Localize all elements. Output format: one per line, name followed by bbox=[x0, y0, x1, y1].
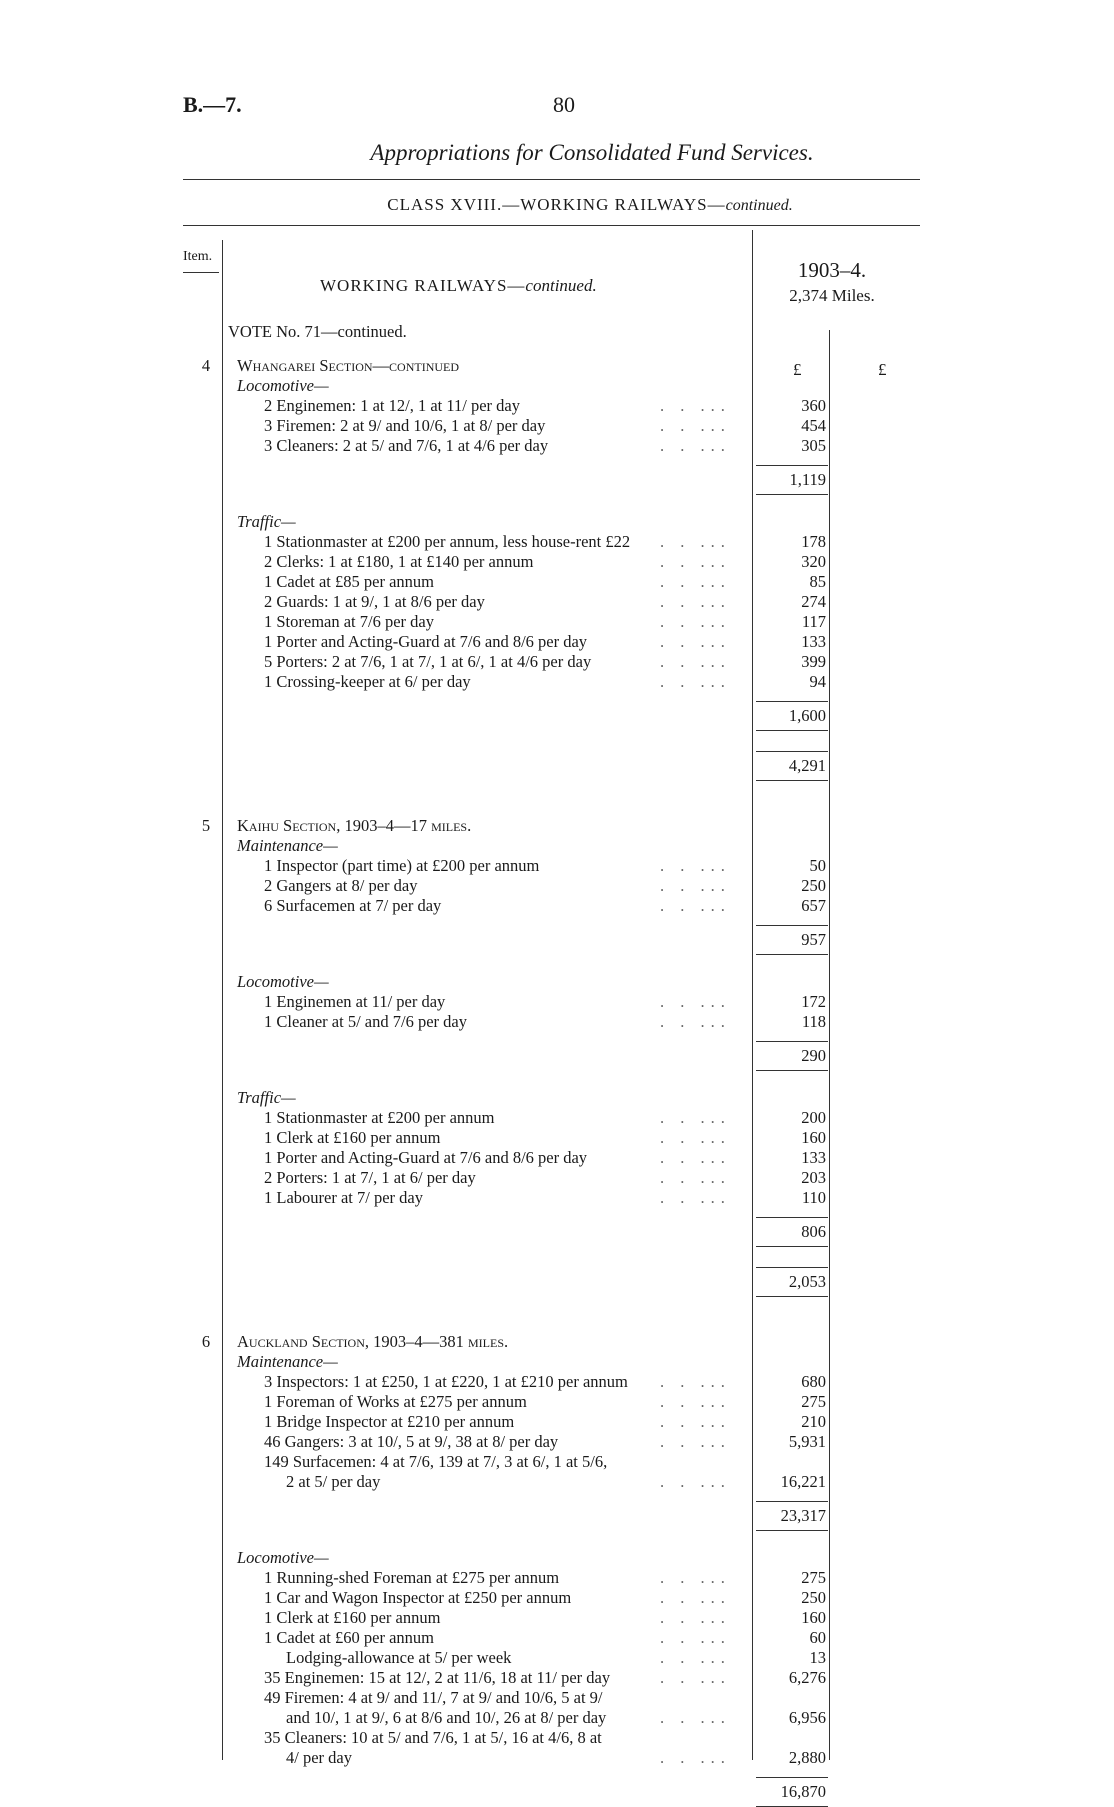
table-row bbox=[0, 896, 1114, 916]
table-row bbox=[0, 1708, 1114, 1728]
subheading: Maintenance— bbox=[237, 836, 338, 855]
row-description: VOTE No. 71—continued. bbox=[228, 322, 407, 341]
table-row bbox=[0, 1568, 1114, 1588]
amount-cell: 399 bbox=[801, 652, 826, 671]
amount-cell: 118 bbox=[801, 1012, 826, 1031]
leader-dots: . . ... bbox=[660, 1708, 731, 1727]
row-description: 1 Crossing-keeper at 6/ per day bbox=[264, 672, 471, 691]
leader-dots: . . ... bbox=[660, 1168, 731, 1187]
leader-dots: . . ... bbox=[660, 592, 731, 611]
table-row bbox=[0, 1452, 1114, 1472]
leader-dots: . . ... bbox=[660, 1392, 731, 1411]
table-row bbox=[0, 1188, 1114, 1208]
title-rule bbox=[183, 179, 920, 180]
row-description: Lodging-allowance at 5/ per week bbox=[286, 1648, 512, 1667]
row-description: 1 Stationmaster at £200 per annum, less house-rent £22 bbox=[264, 532, 631, 551]
leader-dots: . . ... bbox=[660, 856, 731, 875]
item-number: 6 bbox=[201, 1332, 211, 1351]
page-number: 80 bbox=[553, 92, 575, 117]
amount-cell: 290 bbox=[801, 1046, 826, 1065]
leader-dots: . . ... bbox=[660, 436, 731, 455]
table-row bbox=[0, 532, 1114, 552]
amount-cell: 305 bbox=[801, 436, 826, 455]
section-row bbox=[0, 816, 1114, 836]
table-row bbox=[0, 1608, 1114, 1628]
leader-dots: . . ... bbox=[660, 1412, 731, 1431]
row-description: and 10/, 1 at 9/, 6 at 8/6 and 10/, 26 at 8/ per day bbox=[286, 1708, 607, 1727]
leader-dots: . . ... bbox=[660, 672, 731, 691]
row-description: 1 Porter and Acting-Guard at 7/6 and 8/6 per day bbox=[264, 632, 588, 651]
table-row bbox=[0, 1668, 1114, 1688]
amount-cell: 250 bbox=[801, 876, 826, 895]
amount-cell: 117 bbox=[801, 612, 826, 631]
row-description: 2 Porters: 1 at 7/, 1 at 6/ per day bbox=[264, 1168, 476, 1187]
leader-dots: . . ... bbox=[660, 1568, 731, 1587]
row-description: 1 Inspector (part time) at £200 per annum bbox=[264, 856, 540, 875]
row-description: 1 Stationmaster at £200 per annum bbox=[264, 1108, 495, 1127]
amount-cell: 160 bbox=[801, 1608, 826, 1627]
row-description: 1 Cadet at £85 per annum bbox=[264, 572, 434, 591]
amount-cell: 6,276 bbox=[788, 1668, 826, 1687]
leader-dots: . . ... bbox=[660, 1648, 731, 1667]
table-row bbox=[0, 322, 1114, 342]
class-heading: CLASS XVIII.—WORKING RAILWAYS—continued. bbox=[387, 195, 793, 214]
amount-cell: 50 bbox=[809, 856, 826, 875]
table-row bbox=[0, 1372, 1114, 1392]
row-description: 1 Clerk at £160 per annum bbox=[264, 1608, 441, 1627]
leader-dots: . . ... bbox=[660, 1012, 731, 1031]
table-row bbox=[0, 1648, 1114, 1668]
table-row bbox=[0, 1412, 1114, 1432]
item-column-header: Item. bbox=[183, 249, 213, 264]
leader-dots: . . ... bbox=[660, 1628, 731, 1647]
subheading: Maintenance— bbox=[237, 1352, 338, 1371]
row-description: 1 Cadet at £60 per annum bbox=[264, 1628, 434, 1647]
row-description: 2 Guards: 1 at 9/, 1 at 8/6 per day bbox=[264, 592, 485, 611]
row-description: 1 Storeman at 7/6 per day bbox=[264, 612, 434, 631]
table-row bbox=[0, 1168, 1114, 1188]
subheading: Traffic— bbox=[237, 512, 296, 531]
table-row bbox=[0, 836, 1114, 856]
leader-dots: . . ... bbox=[660, 572, 731, 591]
subtotal-row bbox=[0, 1222, 1114, 1242]
row-description: 149 Surfacemen: 4 at 7/6, 139 at 7/, 3 at 6/, 1 at 5/6, bbox=[264, 1452, 608, 1471]
row-description: 4/ per day bbox=[286, 1748, 352, 1767]
amount-cell: 133 bbox=[801, 1148, 826, 1167]
amount-cell: 203 bbox=[801, 1168, 826, 1187]
leader-dots: . . ... bbox=[660, 1748, 731, 1767]
leader-dots: . . ... bbox=[660, 612, 731, 631]
row-description: 1 Bridge Inspector at £210 per annum bbox=[264, 1412, 515, 1431]
item-number: 4 bbox=[201, 356, 211, 375]
amount-cell: 957 bbox=[801, 930, 826, 949]
amount-cell: 172 bbox=[801, 992, 826, 1011]
table-row bbox=[0, 396, 1114, 416]
row-description: 2 at 5/ per day bbox=[286, 1472, 381, 1491]
table-row bbox=[0, 1148, 1114, 1168]
table-row bbox=[0, 1472, 1114, 1492]
row-description: 1 Car and Wagon Inspector at £250 per annum bbox=[264, 1588, 572, 1607]
row-description: 3 Cleaners: 2 at 5/ and 7/6, 1 at 4/6 per day bbox=[264, 436, 549, 455]
amount-cell: 680 bbox=[801, 1372, 826, 1391]
amount-cell: 454 bbox=[801, 416, 826, 435]
amount-cell: 4,291 bbox=[788, 756, 826, 775]
leader-dots: . . ... bbox=[660, 552, 731, 571]
table-row bbox=[0, 856, 1114, 876]
table-row bbox=[0, 972, 1114, 992]
sum-rule bbox=[756, 1246, 828, 1247]
table-row bbox=[0, 592, 1114, 612]
currency-symbol: £ bbox=[793, 360, 802, 379]
amount-cell: 657 bbox=[801, 896, 826, 915]
amount-cell: 94 bbox=[809, 672, 826, 691]
sum-rule bbox=[756, 1530, 828, 1531]
amount-cell: 250 bbox=[801, 1588, 826, 1607]
subtotal-row bbox=[0, 1506, 1114, 1526]
amount-cell: 274 bbox=[801, 592, 826, 611]
row-description: 1 Running-shed Foreman at £275 per annum bbox=[264, 1568, 560, 1587]
page-code: B.—7. bbox=[183, 92, 242, 117]
leader-dots: . . ... bbox=[660, 1188, 731, 1207]
leader-dots: . . ... bbox=[660, 1128, 731, 1147]
subheading: Locomotive— bbox=[237, 376, 329, 395]
row-description: 6 Surfacemen at 7/ per day bbox=[264, 896, 442, 915]
table-row bbox=[0, 512, 1114, 532]
table-row bbox=[0, 1108, 1114, 1128]
table-row bbox=[0, 672, 1114, 692]
amount-cell: 178 bbox=[801, 532, 826, 551]
currency-symbol-second: £ bbox=[878, 360, 887, 379]
table-row bbox=[0, 612, 1114, 632]
leader-dots: . . ... bbox=[660, 652, 731, 671]
row-description: 1 Cleaner at 5/ and 7/6 per day bbox=[264, 1012, 467, 1031]
amount-cell: 13 bbox=[809, 1648, 826, 1667]
table-row bbox=[0, 1588, 1114, 1608]
table-row bbox=[0, 1628, 1114, 1648]
row-description: Whangarei Section—continued bbox=[237, 356, 460, 375]
table-row bbox=[0, 416, 1114, 436]
sum-rule bbox=[756, 1296, 828, 1297]
sum-rule bbox=[756, 465, 828, 466]
leader-dots: . . ... bbox=[660, 1372, 731, 1391]
table-row bbox=[0, 1128, 1114, 1148]
sum-rule bbox=[756, 1267, 828, 1268]
amount-cell: 320 bbox=[801, 552, 826, 571]
row-description: 46 Gangers: 3 at 10/, 5 at 9/, 38 at 8/ per day bbox=[264, 1432, 559, 1451]
amount-cell: 160 bbox=[801, 1128, 826, 1147]
leader-dots: . . ... bbox=[660, 1668, 731, 1687]
table-row bbox=[0, 552, 1114, 572]
leader-dots: . . ... bbox=[660, 876, 731, 895]
table-row bbox=[0, 1352, 1114, 1372]
sum-rule bbox=[756, 1217, 828, 1218]
leader-dots: . . ... bbox=[660, 1432, 731, 1451]
row-description: 1 Foreman of Works at £275 per annum bbox=[264, 1392, 527, 1411]
table-row bbox=[0, 1088, 1114, 1108]
table-row bbox=[0, 1432, 1114, 1452]
sum-rule bbox=[756, 1041, 828, 1042]
leader-dots: . . ... bbox=[660, 632, 731, 651]
leader-dots: . . ... bbox=[660, 1148, 731, 1167]
amount-cell: 16,870 bbox=[780, 1782, 826, 1801]
row-description: 35 Cleaners: 10 at 5/ and 7/6, 1 at 5/, 16 at 4/6, 8 at bbox=[264, 1728, 602, 1747]
item-header-rule bbox=[183, 272, 219, 273]
subtotal-row bbox=[0, 756, 1114, 776]
table-row bbox=[0, 1728, 1114, 1748]
amount-cell: 1,119 bbox=[789, 470, 826, 489]
table-row bbox=[0, 652, 1114, 672]
row-description: 3 Inspectors: 1 at £250, 1 at £220, 1 at £210 per annum bbox=[264, 1372, 628, 1391]
subheading: Traffic— bbox=[237, 1088, 296, 1107]
amount-cell: 85 bbox=[809, 572, 826, 591]
leader-dots: . . ... bbox=[660, 1608, 731, 1627]
row-description: 1 Labourer at 7/ per day bbox=[264, 1188, 423, 1207]
sum-rule bbox=[756, 1070, 828, 1071]
sum-rule bbox=[756, 1777, 828, 1778]
amount-cell: 5,931 bbox=[788, 1432, 826, 1451]
subtotal-row bbox=[0, 930, 1114, 950]
item-number: 5 bbox=[201, 816, 211, 835]
sum-rule bbox=[756, 751, 828, 752]
amount-cell: 2,053 bbox=[788, 1272, 826, 1291]
leader-dots: . . ... bbox=[660, 532, 731, 551]
table-row bbox=[0, 1392, 1114, 1412]
table-row bbox=[0, 876, 1114, 896]
table-row bbox=[0, 632, 1114, 652]
leader-dots: . . ... bbox=[660, 1588, 731, 1607]
table-row bbox=[0, 436, 1114, 456]
sum-rule bbox=[756, 730, 828, 731]
row-description: Kaihu Section, 1903–4—17 miles. bbox=[237, 816, 472, 835]
table-row bbox=[0, 376, 1114, 396]
sum-rule bbox=[756, 954, 828, 955]
section-row bbox=[0, 356, 1114, 376]
amount-cell: 360 bbox=[801, 396, 826, 415]
amount-cell: 2,880 bbox=[788, 1748, 826, 1767]
sum-rule bbox=[756, 494, 828, 495]
amount-cell: 200 bbox=[801, 1108, 826, 1127]
column-title: WORKING RAILWAYS—continued. bbox=[320, 276, 597, 295]
subtotal-row bbox=[0, 1046, 1114, 1066]
row-description: Auckland Section, 1903–4—381 miles. bbox=[237, 1332, 509, 1351]
subheading: Locomotive— bbox=[237, 1548, 329, 1567]
amount-cell: 133 bbox=[801, 632, 826, 651]
leader-dots: . . ... bbox=[660, 396, 731, 415]
sum-rule bbox=[756, 1501, 828, 1502]
table-top-rule bbox=[183, 225, 920, 226]
row-description: 2 Gangers at 8/ per day bbox=[264, 876, 418, 895]
table-row bbox=[0, 572, 1114, 592]
row-description: 3 Firemen: 2 at 9/ and 10/6, 1 at 8/ per day bbox=[264, 416, 546, 435]
subtotal-row bbox=[0, 1272, 1114, 1292]
row-description: 2 Clerks: 1 at £180, 1 at £140 per annum bbox=[264, 552, 534, 571]
amount-cell: 16,221 bbox=[780, 1472, 826, 1491]
leader-dots: . . ... bbox=[660, 1472, 731, 1491]
row-description: 5 Porters: 2 at 7/6, 1 at 7/, 1 at 6/, 1 at 4/6 per day bbox=[264, 652, 592, 671]
amount-cell: 210 bbox=[801, 1412, 826, 1431]
leader-dots: . . ... bbox=[660, 1108, 731, 1127]
subtotal-row bbox=[0, 470, 1114, 490]
amount-cell: 60 bbox=[809, 1628, 826, 1647]
row-description: 35 Enginemen: 15 at 12/, 2 at 11/6, 18 at 11/ per day bbox=[264, 1668, 611, 1687]
sum-rule bbox=[756, 780, 828, 781]
row-description: 1 Porter and Acting-Guard at 7/6 and 8/6 per day bbox=[264, 1148, 588, 1167]
amount-cell: 23,317 bbox=[780, 1506, 826, 1525]
row-description: 49 Firemen: 4 at 9/ and 11/, 7 at 9/ and 10/6, 5 at 9/ bbox=[264, 1688, 603, 1707]
sum-rule bbox=[756, 701, 828, 702]
sum-rule bbox=[756, 925, 828, 926]
section-row bbox=[0, 1332, 1114, 1352]
page-title: Appropriations for Consolidated Fund Services. bbox=[370, 140, 814, 165]
subtotal-row bbox=[0, 1782, 1114, 1802]
subheading: Locomotive— bbox=[237, 972, 329, 991]
table-row bbox=[0, 1012, 1114, 1032]
amount-cell: 275 bbox=[801, 1568, 826, 1587]
table-row bbox=[0, 992, 1114, 1012]
leader-dots: . . ... bbox=[660, 416, 731, 435]
miles-header: 2,374 Miles. bbox=[789, 286, 875, 305]
amount-cell: 110 bbox=[801, 1188, 826, 1207]
amount-cell: 275 bbox=[801, 1392, 826, 1411]
row-description: 1 Enginemen at 11/ per day bbox=[264, 992, 446, 1011]
table-row bbox=[0, 1748, 1114, 1768]
leader-dots: . . ... bbox=[660, 992, 731, 1011]
amount-cell: 806 bbox=[801, 1222, 826, 1241]
table-row bbox=[0, 1688, 1114, 1708]
amount-cell: 1,600 bbox=[788, 706, 826, 725]
row-description: 1 Clerk at £160 per annum bbox=[264, 1128, 441, 1147]
row-description: 2 Enginemen: 1 at 12/, 1 at 11/ per day bbox=[264, 396, 520, 415]
year-header: 1903–4. bbox=[797, 258, 867, 282]
table-row bbox=[0, 1548, 1114, 1568]
subtotal-row bbox=[0, 706, 1114, 726]
amount-cell: 6,956 bbox=[788, 1708, 826, 1727]
leader-dots: . . ... bbox=[660, 896, 731, 915]
